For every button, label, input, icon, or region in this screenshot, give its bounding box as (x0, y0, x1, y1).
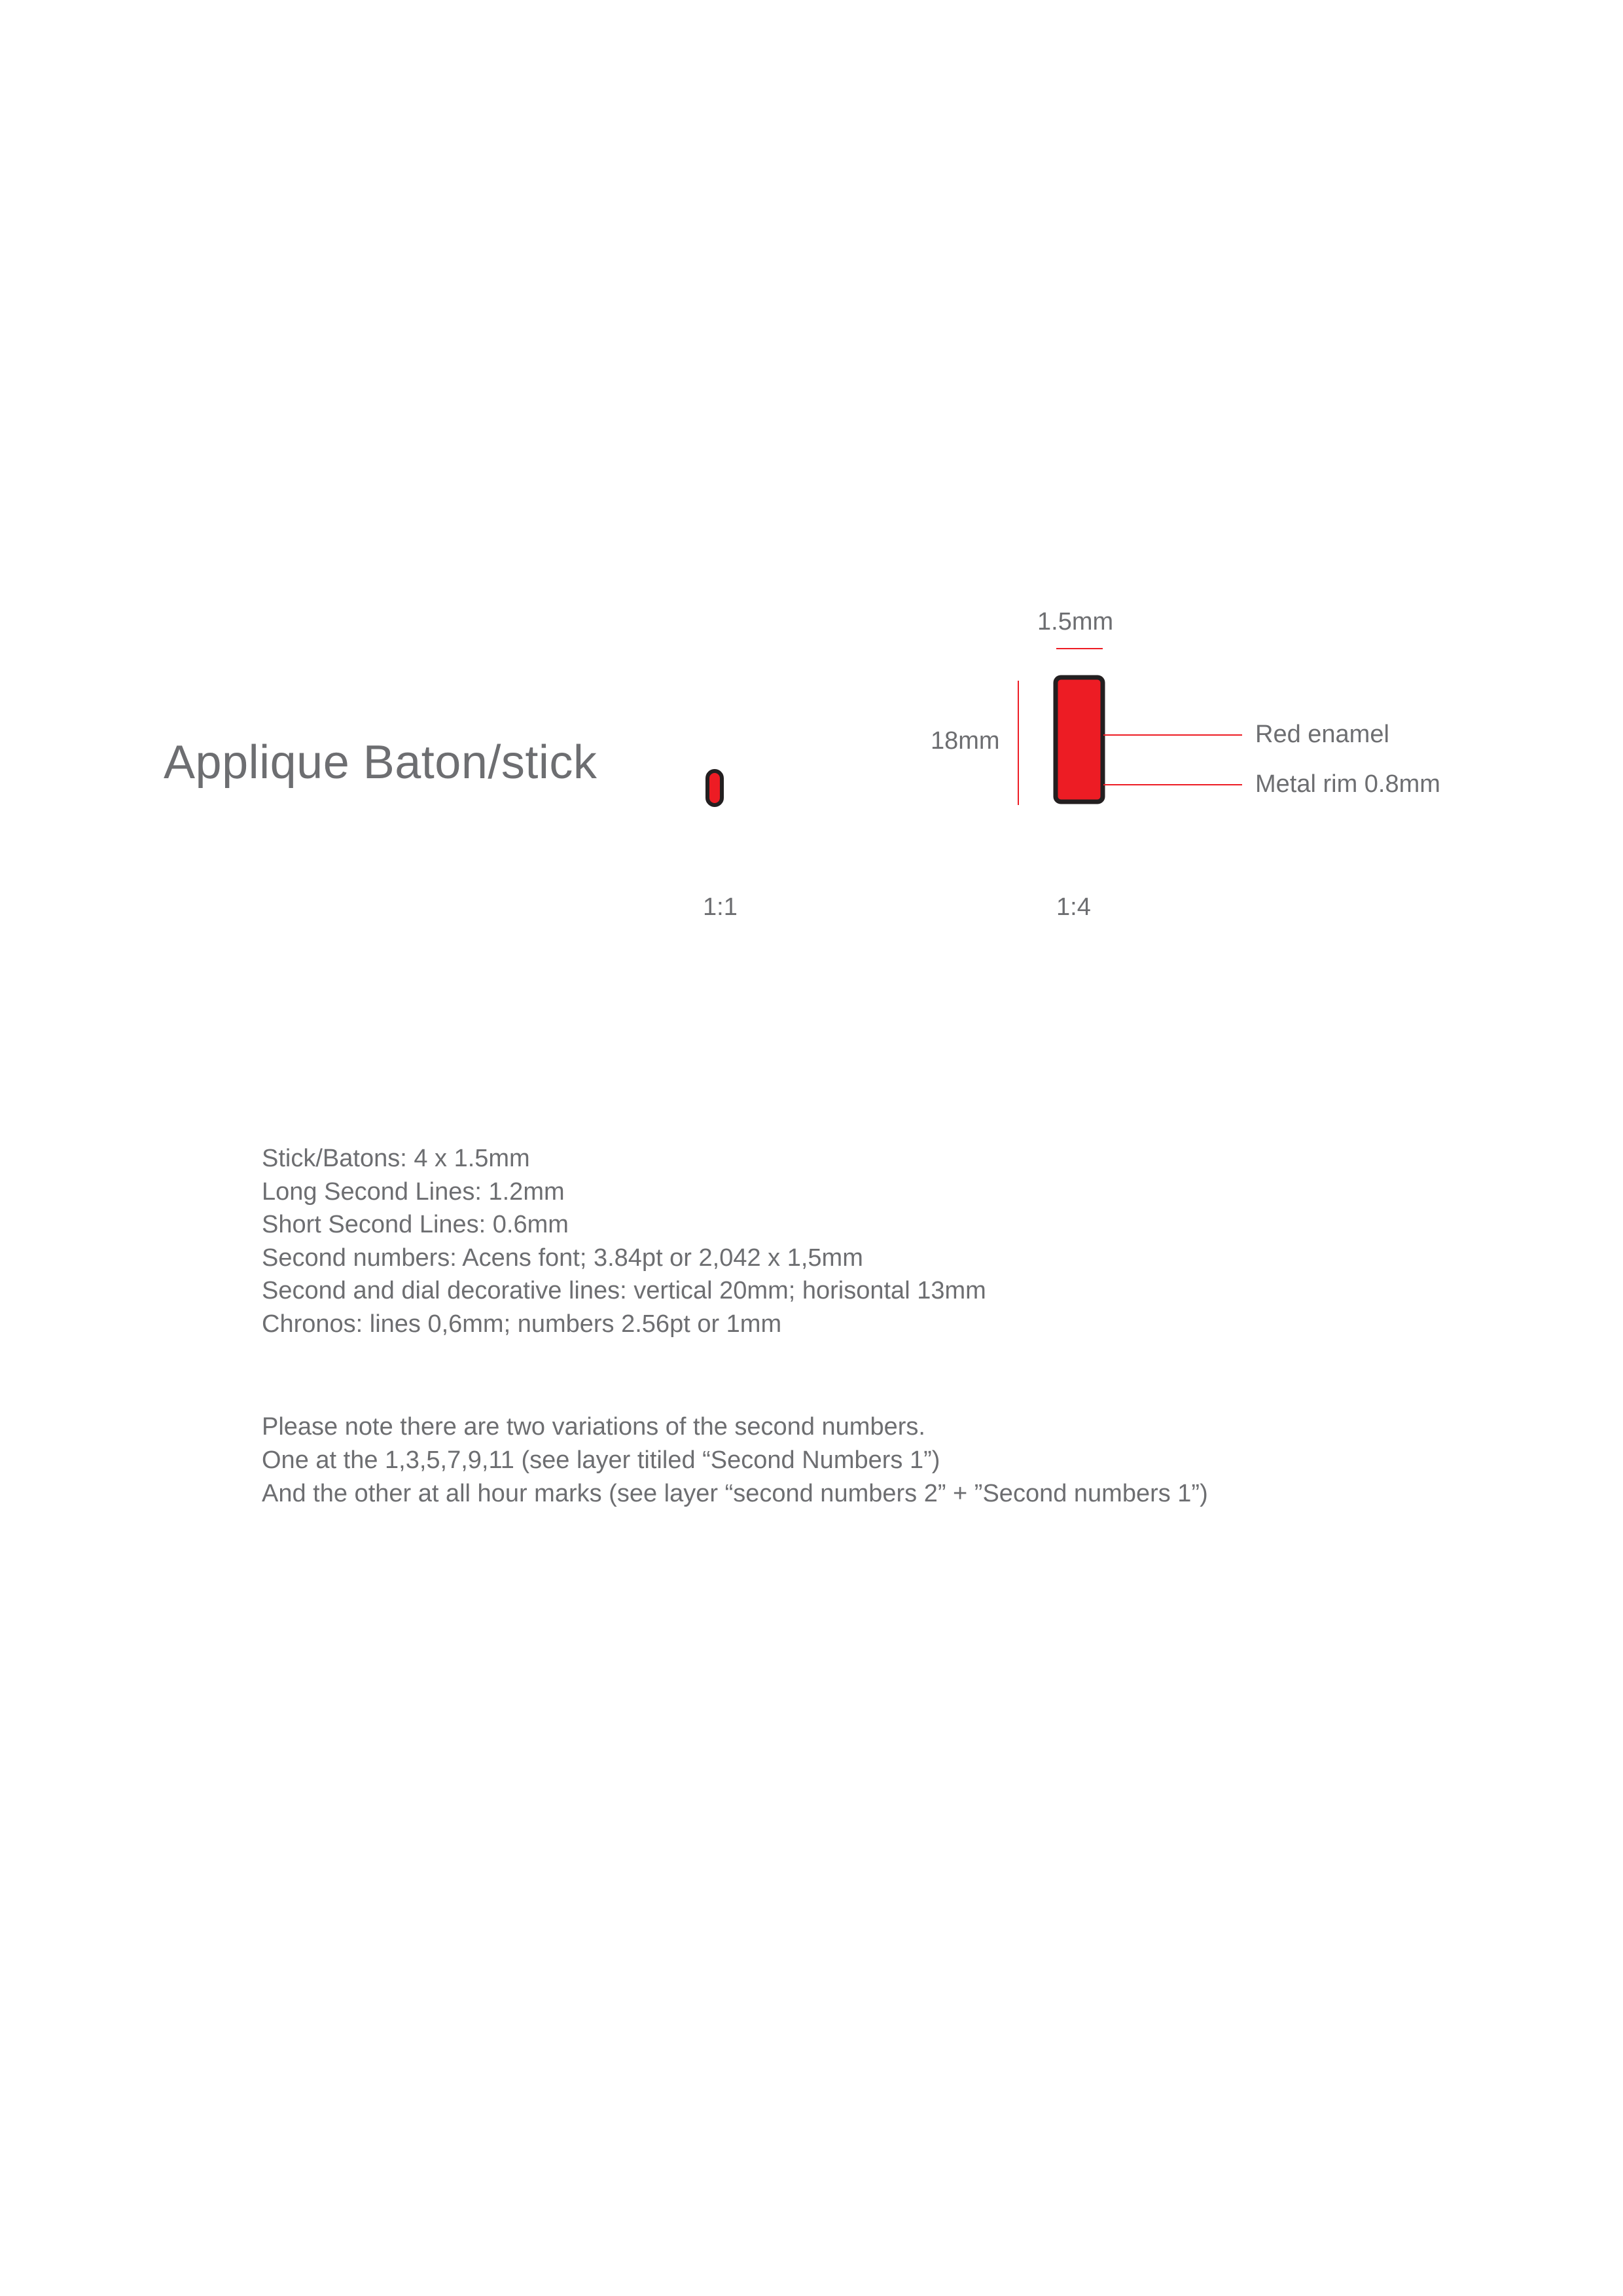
baton-actual-size (707, 771, 722, 805)
scale-enlarged-label: 1:4 (1056, 893, 1091, 921)
width-dimension-label: 1.5mm (1037, 608, 1114, 636)
scale-actual-label: 1:1 (703, 893, 738, 921)
metal-rim-label: Metal rim 0.8mm (1255, 770, 1440, 798)
note-line: Please note there are two variations of the second numbers. (262, 1413, 925, 1441)
spec-line: Long Second Lines: 1.2mm (262, 1177, 565, 1206)
spec-line: Short Second Lines: 0.6mm (262, 1211, 569, 1238)
note-line: And the other at all hour marks (see layer “second numbers 2” + ”Second numbers 1”) (262, 1480, 1208, 1507)
spec-line: Chronos: lines 0,6mm; numbers 2.56pt or 1mm (262, 1310, 782, 1338)
baton-enlarged (1056, 677, 1103, 802)
note-line: One at the 1,3,5,7,9,11 (see layer titiled “Second Numbers 1”) (262, 1446, 940, 1474)
height-dimension-label: 18mm (931, 727, 1000, 755)
spec-line: Second and dial decorative lines: vertical 20mm; horisontal 13mm (262, 1277, 986, 1304)
spec-line: Second numbers: Acens font; 3.84pt or 2,042 x 1,5mm (262, 1244, 863, 1272)
red-enamel-label: Red enamel (1255, 721, 1389, 748)
spec-list (262, 1142, 986, 1340)
note-list (262, 1410, 1208, 1511)
page-title: Applique Baton/stick (164, 736, 597, 789)
spec-line: Stick/Batons: 4 x 1.5mm (262, 1145, 530, 1172)
